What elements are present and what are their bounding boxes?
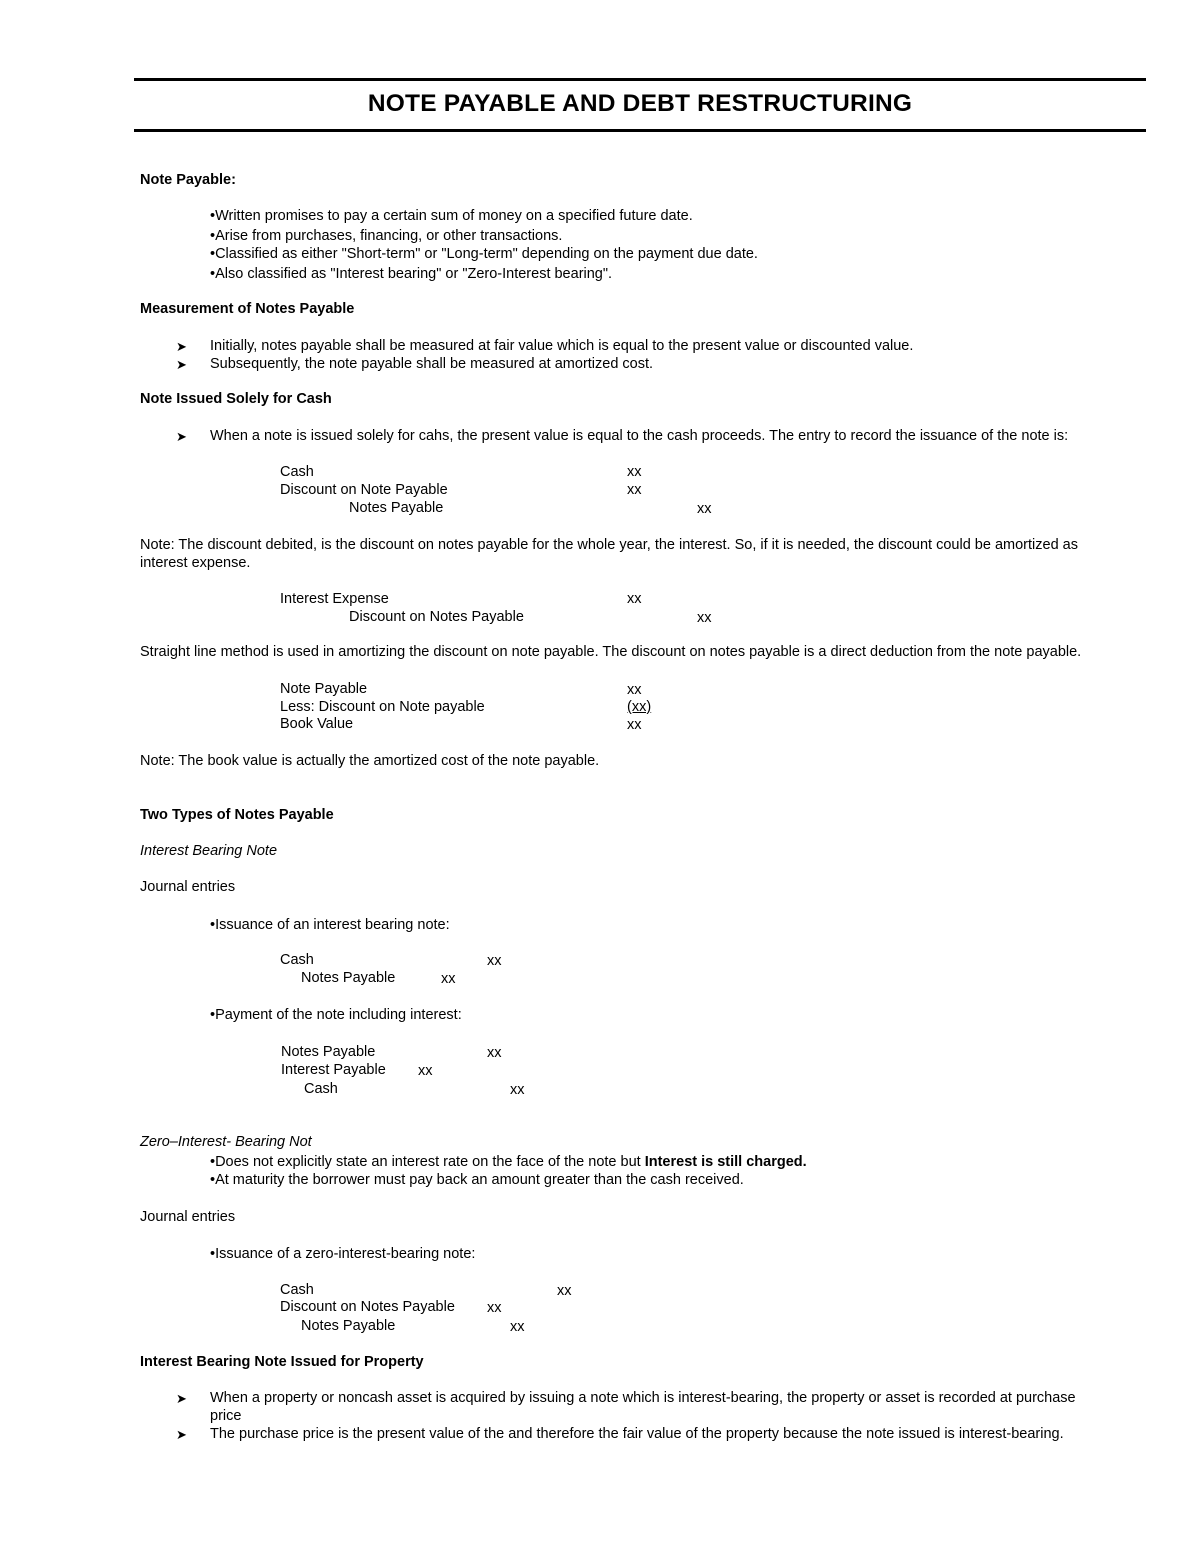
entry-amount: xx — [510, 1082, 525, 1098]
entry-amount: xx — [418, 1063, 433, 1079]
bullet: • — [210, 1172, 216, 1188]
list-item: •Does not explicitly state an interest rate on the face of the note but Interest is still charged. — [210, 1154, 807, 1170]
note-paragraph: Note: The discount debited, is the discount on notes payable for the whole year, the interest. So, if it is needed, the discount could be amortized as interest expense. — [140, 537, 1078, 571]
bullet: • — [210, 246, 216, 262]
list-item: •Issuance of an interest bearing note: — [210, 917, 450, 933]
list-item: •Payment of the note including interest: — [210, 1007, 462, 1023]
arrow-bullet-icon: ➤ — [176, 339, 187, 354]
title-underline — [134, 129, 1146, 132]
section-heading-two-types: Two Types of Notes Payable — [140, 807, 334, 823]
journal-label: Journal entries — [140, 1209, 236, 1225]
entry-amount: xx — [441, 971, 456, 987]
bullet: • — [210, 266, 216, 282]
entry-account: Cash — [280, 952, 314, 968]
entry-amount: xx — [487, 953, 502, 969]
section-heading-measurement: Measurement of Notes Payable — [140, 301, 355, 317]
entry-account: Discount on Notes Payable — [349, 609, 524, 625]
arrow-bullet-icon: ➤ — [176, 1391, 187, 1406]
entry-account: Interest Payable — [281, 1062, 386, 1078]
list-item: When a property or noncash asset is acquired by issuing a note which is interest-bearing, the property or asset is recorded at purchase price — [210, 1390, 1076, 1424]
entry-account: Notes Payable — [349, 500, 444, 516]
entry-amount: xx — [510, 1319, 525, 1335]
entry-amount: xx — [487, 1045, 502, 1061]
section-heading-note-for-property: Interest Bearing Note Issued for Property — [140, 1354, 424, 1370]
entry-amount: xx — [557, 1283, 572, 1299]
list-item: •Written promises to pay a certain sum of money on a specified future date. — [210, 208, 693, 224]
list-item: •Also classified as "Interest bearing" or "Zero-Interest bearing". — [210, 266, 613, 282]
top-rule — [134, 78, 1146, 81]
arrow-bullet-icon: ➤ — [176, 429, 187, 444]
bullet: • — [210, 1007, 216, 1023]
entry-account: Cash — [280, 1282, 314, 1298]
section-heading-note-for-cash: Note Issued Solely for Cash — [140, 391, 332, 407]
list-item: When a note is issued solely for cahs, the present value is equal to the cash proceeds. The entry to record the issuance of the note is: — [210, 428, 1069, 444]
entry-account: Cash — [304, 1081, 338, 1097]
note-paragraph: Note: The book value is actually the amortized cost of the note payable. — [140, 753, 600, 769]
entry-account: Discount on Notes Payable — [280, 1299, 455, 1315]
entry-account: Cash — [280, 464, 314, 480]
paragraph: Straight line method is used in amortizing the discount on note payable. The discount on notes payable is a direct deduction from the note payable. — [140, 644, 1082, 660]
entry-amount: xx — [627, 464, 642, 480]
list-item: •Issuance of a zero-interest-bearing note: — [210, 1246, 476, 1262]
section-heading-note-payable: Note Payable: — [140, 172, 236, 188]
entry-account: Interest Expense — [280, 591, 389, 607]
entry-account: Notes Payable — [281, 1044, 376, 1060]
page-title: NOTE PAYABLE AND DEBT RESTRUCTURING — [367, 90, 913, 117]
entry-account: Book Value — [280, 716, 354, 732]
entry-account: Note Payable — [280, 681, 368, 697]
entry-amount: (xx) — [627, 699, 652, 715]
journal-label: Journal entries — [140, 879, 236, 895]
entry-account: Discount on Note Payable — [280, 482, 448, 498]
emphasis: Interest is still charged. — [644, 1154, 807, 1170]
entry-amount: xx — [627, 717, 642, 733]
bullet: • — [210, 1246, 216, 1262]
bullet: • — [210, 228, 216, 244]
list-item: Subsequently, the note payable shall be measured at amortized cost. — [210, 356, 654, 372]
bullet: • — [210, 1154, 216, 1170]
entry-amount: xx — [627, 591, 642, 607]
entry-amount: xx — [627, 682, 642, 698]
subheading-zero-interest: Zero–Interest- Bearing Not — [140, 1134, 312, 1150]
subheading-interest-bearing: Interest Bearing Note — [140, 843, 278, 859]
entry-account: Notes Payable — [301, 1318, 396, 1334]
entry-amount: xx — [487, 1300, 502, 1316]
entry-account: Less: Discount on Note payable — [280, 699, 485, 715]
list-item: Initially, notes payable shall be measured at fair value which is equal to the present value or discounted value. — [210, 338, 914, 354]
entry-amount: xx — [627, 482, 642, 498]
bullet: • — [210, 917, 216, 933]
entry-account: Notes Payable — [301, 970, 396, 986]
list-item: The purchase price is the present value of the and therefore the fair value of the property because the note issued is interest-bearing. — [210, 1426, 1064, 1442]
list-item: •Arise from purchases, financing, or other transactions. — [210, 228, 563, 244]
list-item: •At maturity the borrower must pay back an amount greater than the cash received. — [210, 1172, 744, 1188]
entry-amount: xx — [697, 610, 712, 626]
arrow-bullet-icon: ➤ — [176, 357, 187, 372]
entry-amount: xx — [697, 501, 712, 517]
bullet: • — [210, 208, 216, 224]
list-item: •Classified as either "Short-term" or "Long-term" depending on the payment due date. — [210, 246, 758, 262]
arrow-bullet-icon: ➤ — [176, 1427, 187, 1442]
